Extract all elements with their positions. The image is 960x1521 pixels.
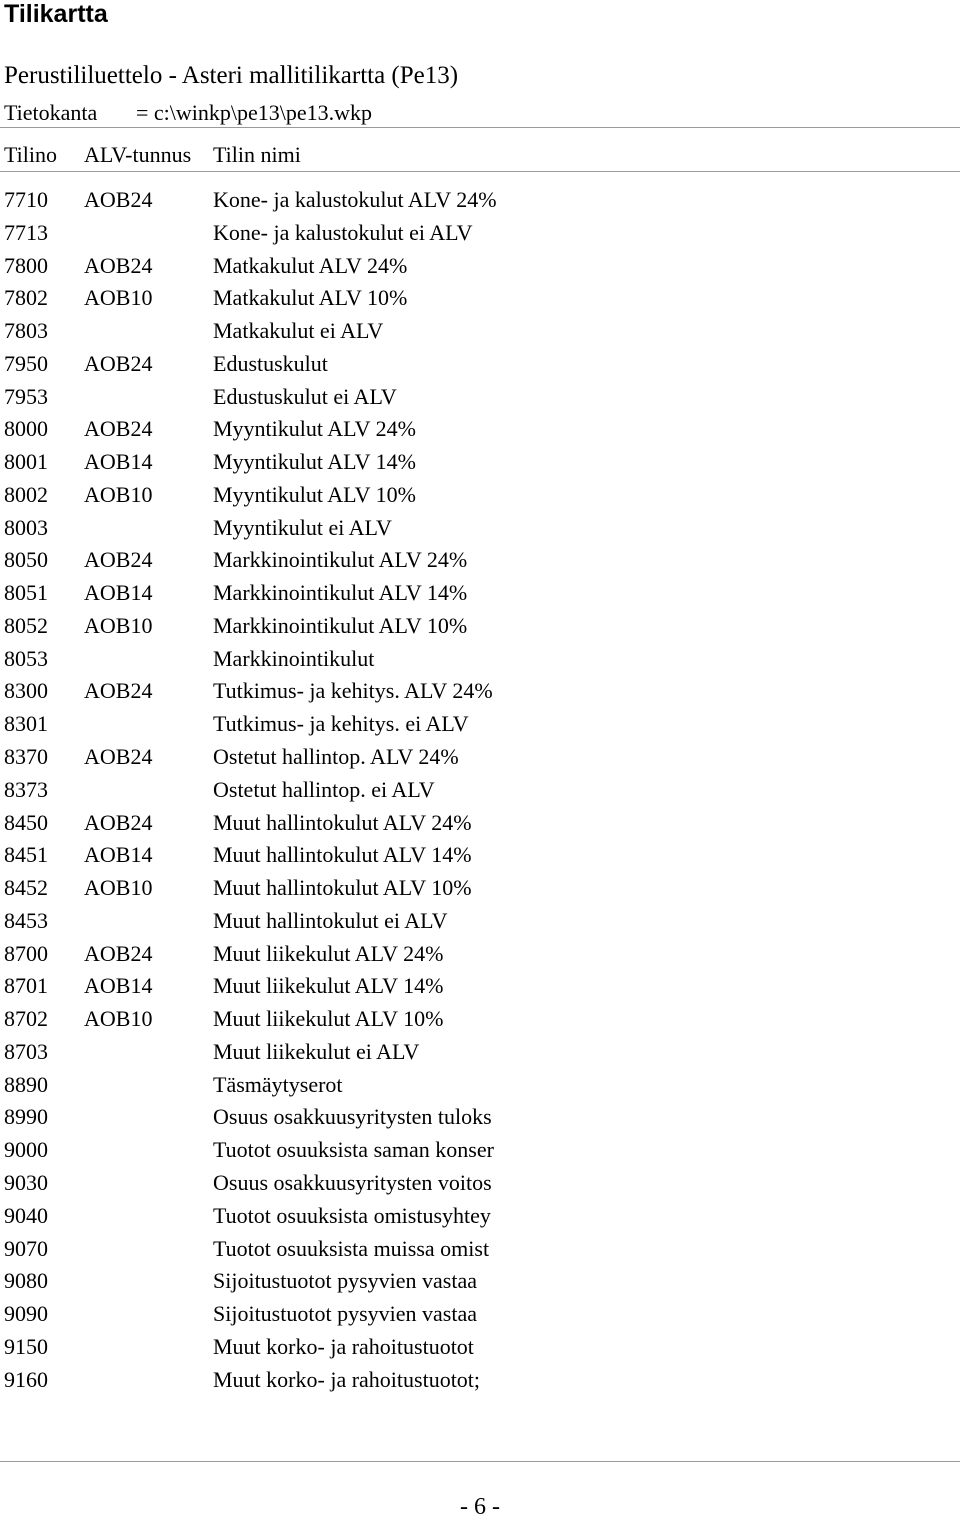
table-row (0, 1202, 960, 1235)
table-row (0, 710, 960, 743)
account-name: Kone- ja kalustokulut ALV 24% (213, 187, 497, 212)
account-number: 8370 (4, 744, 48, 770)
account-number: 8700 (4, 940, 48, 966)
account-name: Myyntikulut ALV 10% (213, 481, 416, 507)
vat-code: AOB24 (84, 187, 153, 212)
table-row (0, 841, 960, 874)
account-name: Markkinointikulut ALV 10% (213, 612, 468, 638)
table-row (0, 1366, 960, 1399)
account-name: Osuus osakkuusyritysten voitos (213, 1169, 492, 1195)
table-row (0, 1103, 960, 1136)
table-row (0, 1333, 960, 1366)
account-name: Myyntikulut ALV 24% (213, 416, 416, 442)
account-name: Muut hallintokulut ei ALV (213, 907, 448, 933)
table-row (0, 448, 960, 481)
vat-code: AOB10 (84, 875, 153, 901)
account-name: Muut hallintokulut ALV 10% (213, 875, 472, 901)
account-name: Markkinointikulut ALV 14% (213, 580, 468, 606)
column-header-account-name: Tilin nimi (213, 142, 301, 167)
account-name: Matkakulut ALV 10% (213, 285, 408, 311)
database-path: = c:\winkp\pe13\pe13.wkp (136, 100, 373, 125)
table-row (0, 1071, 960, 1104)
account-number: 8053 (4, 645, 48, 671)
account-number: 8703 (4, 1038, 48, 1064)
account-name: Sijoitustuotot pysyvien vastaa (213, 1301, 477, 1327)
account-name: Tutkimus- ja kehitys. ei ALV (213, 711, 469, 737)
account-number: 8452 (4, 875, 48, 901)
vat-code: AOB10 (84, 481, 153, 507)
table-row (0, 252, 960, 285)
account-number: 8450 (4, 809, 48, 835)
account-number: 8373 (4, 776, 48, 802)
account-number: 9040 (4, 1202, 48, 1228)
account-name: Tuotot osuuksista omistusyhtey (213, 1202, 491, 1228)
vat-code: AOB24 (84, 940, 153, 966)
account-name: Ostetut hallintop. ALV 24% (213, 744, 459, 770)
table-row (0, 940, 960, 973)
account-number: 9150 (4, 1333, 48, 1359)
account-name: Osuus osakkuusyritysten tuloks (213, 1104, 492, 1130)
table-row (0, 907, 960, 940)
footer-divider (0, 1461, 960, 1462)
table-row (0, 1267, 960, 1300)
account-number: 8300 (4, 678, 48, 704)
table-row (0, 1136, 960, 1169)
account-number: 9090 (4, 1301, 48, 1327)
account-name: Markkinointikulut (213, 645, 375, 671)
table-row (0, 284, 960, 317)
account-name: Markkinointikulut ALV 24% (213, 547, 468, 573)
vat-code: AOB24 (84, 809, 153, 835)
account-name: Tutkimus- ja kehitys. ALV 24% (213, 678, 493, 704)
table-row (0, 645, 960, 678)
account-number: 8000 (4, 416, 48, 442)
table-row (0, 1300, 960, 1333)
table-row (0, 383, 960, 416)
account-number: 8301 (4, 711, 48, 737)
account-name: Muut liikekulut ALV 10% (213, 1006, 444, 1032)
account-number: 8990 (4, 1104, 48, 1130)
table-row (0, 186, 960, 219)
account-name: Muut hallintokulut ALV 14% (213, 842, 472, 868)
account-number: 8001 (4, 449, 48, 475)
column-header-vat-code: ALV-tunnus (84, 142, 192, 167)
vat-code: AOB24 (84, 547, 153, 573)
account-number: 7710 (4, 187, 48, 212)
account-name: Muut korko- ja rahoitustuotot (213, 1333, 474, 1359)
account-name: Edustuskulut ei ALV (213, 383, 397, 409)
table-row (0, 546, 960, 579)
table-row (0, 415, 960, 448)
table-row (0, 219, 960, 252)
table-row (0, 1005, 960, 1038)
account-name: Muut liikekulut ALV 24% (213, 940, 444, 966)
account-name: Edustuskulut (213, 350, 328, 376)
account-name: Tuotot osuuksista muissa omist (213, 1235, 490, 1261)
account-number: 8002 (4, 481, 48, 507)
vat-code: AOB24 (84, 744, 153, 770)
vat-code: AOB14 (84, 449, 153, 475)
account-number: 8051 (4, 580, 48, 606)
account-name: Muut hallintokulut ALV 24% (213, 809, 472, 835)
account-name: Tuotot osuuksista saman konser (213, 1137, 494, 1163)
account-name: Sijoitustuotot pysyvien vastaa (213, 1268, 477, 1294)
account-number: 7803 (4, 318, 48, 344)
table-row (0, 972, 960, 1005)
account-number: 9070 (4, 1235, 48, 1261)
account-number: 7800 (4, 252, 48, 278)
vat-code: AOB24 (84, 350, 153, 376)
vat-code: AOB24 (84, 252, 153, 278)
table-row (0, 743, 960, 776)
table-row (0, 677, 960, 710)
vat-code: AOB10 (84, 285, 153, 311)
table-row (0, 1235, 960, 1268)
account-number: 9030 (4, 1169, 48, 1195)
account-list (0, 186, 960, 1398)
account-name: Ostetut hallintop. ei ALV (213, 776, 435, 802)
account-name: Myyntikulut ALV 14% (213, 449, 416, 475)
document-subtitle: Perustililuettelo - Asteri mallitilikartta (Pe13) (4, 62, 459, 89)
account-number: 7802 (4, 285, 48, 311)
header-bottom-divider (0, 171, 960, 172)
account-number: 8890 (4, 1071, 48, 1097)
vat-code: AOB24 (84, 416, 153, 442)
page-number: - 6 - (460, 1494, 500, 1520)
account-number: 8052 (4, 612, 48, 638)
account-number: 8451 (4, 842, 48, 868)
account-number: 8453 (4, 907, 48, 933)
column-header-account: Tilino (4, 142, 58, 167)
table-row (0, 317, 960, 350)
table-row (0, 1169, 960, 1202)
vat-code: AOB10 (84, 612, 153, 638)
account-name: Matkakulut ALV 24% (213, 252, 408, 278)
account-name: Myyntikulut ei ALV (213, 514, 392, 540)
vat-code: AOB10 (84, 1006, 153, 1032)
account-number: 7953 (4, 383, 48, 409)
account-number: 8702 (4, 1006, 48, 1032)
account-name: Kone- ja kalustokulut ei ALV (213, 219, 473, 245)
account-number: 8701 (4, 973, 48, 999)
account-number: 8050 (4, 547, 48, 573)
header-top-divider (0, 127, 960, 128)
vat-code: AOB14 (84, 842, 153, 868)
account-number: 9160 (4, 1366, 48, 1392)
account-name: Muut korko- ja rahoitustuotot; (213, 1366, 481, 1392)
table-row (0, 874, 960, 907)
table-row (0, 1038, 960, 1071)
table-row (0, 776, 960, 809)
table-row (0, 514, 960, 547)
account-number: 9000 (4, 1137, 48, 1163)
account-number: 9080 (4, 1268, 48, 1294)
account-number: 7950 (4, 350, 48, 376)
table-row (0, 579, 960, 612)
account-number: 7713 (4, 219, 48, 245)
table-row (0, 612, 960, 645)
database-label: Tietokanta (4, 100, 98, 125)
table-row (0, 481, 960, 514)
account-name: Muut liikekulut ALV 14% (213, 973, 444, 999)
account-name: Muut liikekulut ei ALV (213, 1038, 420, 1064)
account-name: Täsmäytyserot (213, 1071, 343, 1097)
table-row (0, 350, 960, 383)
vat-code: AOB24 (84, 678, 153, 704)
account-number: 8003 (4, 514, 48, 540)
vat-code: AOB14 (84, 580, 153, 606)
page-heading: Tilikartta (4, 0, 108, 28)
account-name: Matkakulut ei ALV (213, 318, 384, 344)
table-row (0, 809, 960, 842)
vat-code: AOB14 (84, 973, 153, 999)
